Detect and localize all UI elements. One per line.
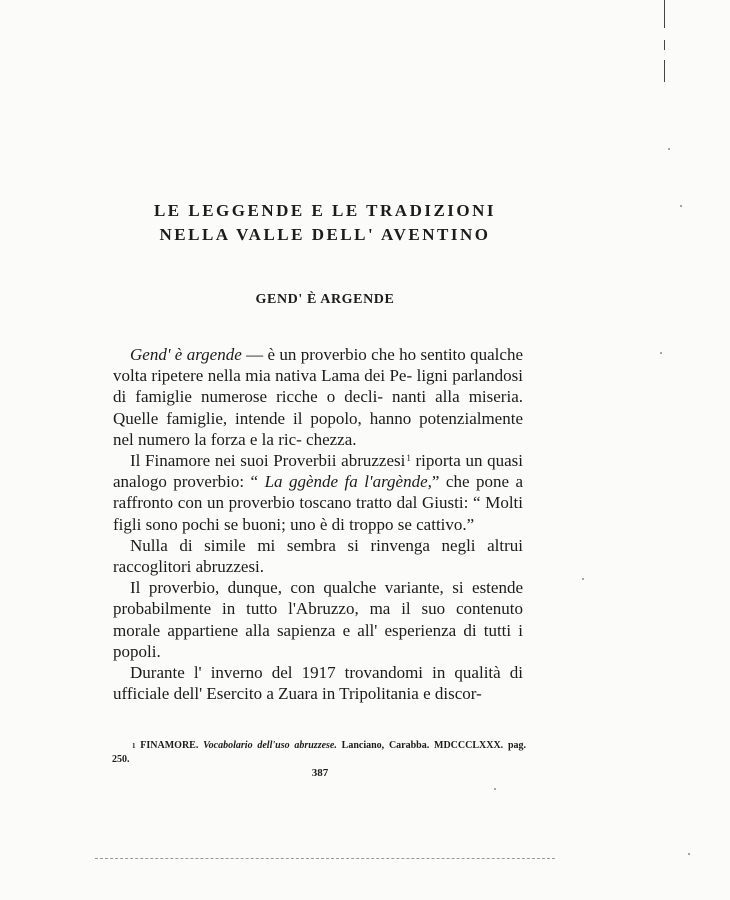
scan-speck: [688, 853, 690, 855]
paragraph-4: Il proverbio, dunque, con qualche variante, si estende probabilmente in tutto l'Abruzzo, ma il suo contenuto morale appartiene alla sapienza e all' esperienza di tutti i popoli.: [113, 578, 523, 661]
body-text: [113, 344, 523, 704]
italic-quote: La ggènde fa l'argènde,: [264, 472, 432, 492]
scan-speck: [660, 352, 662, 354]
section-heading: GEND' È ARGENDE: [255, 292, 395, 307]
chapter-title-line-1: LE LEGGENDE E LE TRADIZIONI: [153, 201, 497, 220]
footnote-work: Vocabolario dell'uso abruzzese.: [203, 740, 337, 751]
scan-edge-mark: [664, 60, 665, 82]
scan-speck: [494, 788, 496, 790]
page-number: 387: [311, 767, 329, 779]
scan-speck: [668, 148, 670, 150]
scan-speck: [582, 578, 584, 580]
scan-artifact-line: [95, 858, 555, 859]
italic-proverb: Gend' è argende: [130, 345, 242, 364]
paragraph-3: Nulla di simile mi sembra si rinvenga negli altrui raccoglitori abruzzesi.: [113, 535, 523, 577]
paragraph-1: Gend' è argende — è un proverbio che ho sentito qualche volta ripetere nella mia nativa Lama dei Pe- ligni parlandosi di famiglie numerose ricche o decli- nanti alla miseria. Quelle famiglie, intende il popolo, hanno potenzialmente nel numero la forza e la ric- chezza.: [113, 345, 524, 449]
paragraph-2: Il Finamore nei suoi Proverbii abruzzesi$^1$ riporta un quasi analogo proverbio: “ La ggènde fa l'argènde,” che pone a raffronto con un proverbio toscano tratto dal Giusti: “ Molti figli sono pochi se buoni; uno è di troppo se cattivo.”: [113, 451, 524, 534]
footnote-marker: 1: [132, 742, 136, 750]
footnote-author: FINAMORE.: [140, 740, 199, 751]
paragraph-5: Durante l' inverno del 1917 trovandomi in qualità di ufficiale dell' Esercito a Zuara in Tripolitania e discor-: [113, 663, 523, 704]
chapter-title-line-2: NELLA VALLE DELL' AVENTINO: [159, 225, 491, 244]
scan-edge-mark: [664, 40, 665, 50]
scan-edge-mark: [664, 0, 665, 28]
footnote-reference: 1: [406, 453, 411, 464]
scan-speck: [680, 205, 682, 207]
footnote: $^1$ FINAMORE. Vocabolario dell'uso abruzzese. Lanciano, Carabba. MDCCCLXXX. pag. 250.: [112, 740, 527, 765]
